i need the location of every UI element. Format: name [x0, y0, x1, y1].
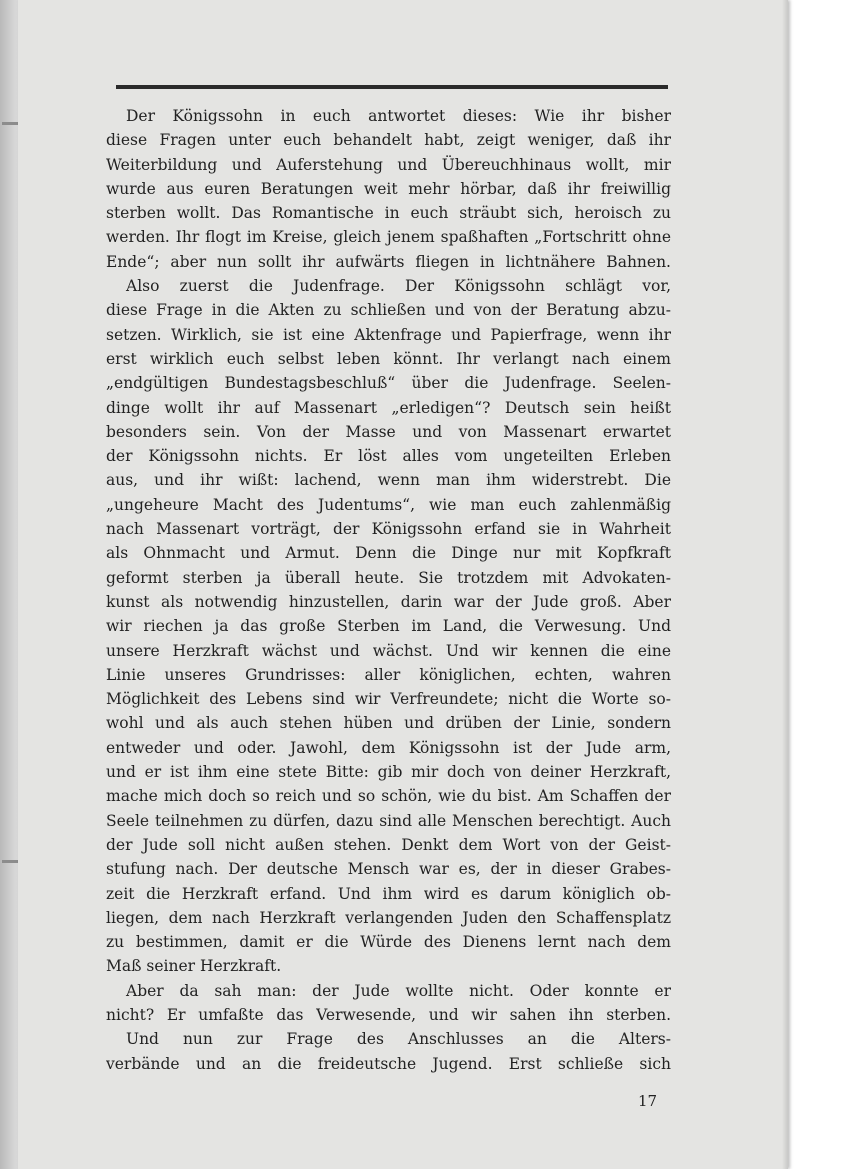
text-line: Möglichkeit des Lebens sind wir Verfreundete; nicht die Worte so- [106, 690, 671, 709]
text-line: dinge wollt ihr auf Massenart „erledigen“? Deutsch sein heißt [106, 398, 671, 417]
text-line: wurde aus euren Beratungen weit mehr hörbar, daß ihr freiwillig [106, 179, 671, 198]
text-line: kunst als notwendig hinzustellen, darin war der Jude groß. Aber [106, 592, 671, 611]
text-line: zu bestimmen, damit er die Würde des Dienens lernt nach dem [106, 933, 671, 952]
text-line: diese Frage in die Akten zu schließen und von der Beratung abzu- [106, 301, 671, 320]
text-line: Seele teilnehmen zu dürfen, dazu sind alle Menschen berechtigt. Auch [106, 811, 671, 830]
text-line: Aber da sah man: der Jude wollte nicht. Oder konnte er [126, 981, 671, 1000]
text-line: besonders sein. Von der Masse und von Massenart erwartet [106, 422, 671, 441]
text-line: geformt sterben ja überall heute. Sie trotzdem mit Advokaten- [106, 568, 671, 587]
top-rule [116, 85, 668, 89]
text-line: stufung nach. Der deutsche Mensch war es, der in dieser Grabes- [106, 860, 671, 879]
book-page [18, 0, 788, 1169]
text-line: Also zuerst die Judenfrage. Der Königssohn schlägt vor, [126, 277, 671, 296]
text-line: Linie unseres Grundrisses: aller königlichen, echten, wahren [106, 665, 671, 684]
text-line: verbände und an die freideutsche Jugend. Erst schließe sich [106, 1054, 671, 1073]
text-line: unsere Herzkraft wächst und wächst. Und wir kennen die eine [106, 641, 671, 660]
body-text [106, 104, 671, 1076]
text-line: diese Fragen unter euch behandelt habt, zeigt weniger, daß ihr [106, 131, 671, 150]
text-line: aus, und ihr wißt: lachend, wenn man ihm widerstrebt. Die [106, 471, 671, 490]
text-line: der Jude soll nicht außen stehen. Denkt dem Wort von der Geist- [106, 835, 671, 854]
text-line: setzen. Wirklich, sie ist eine Aktenfrage und Papierfrage, wenn ihr [106, 325, 671, 344]
text-line: Ende“; aber nun sollt ihr aufwärts fliegen in lichtnähere Bahnen. [106, 252, 671, 271]
text-line: werden. Ihr flogt im Kreise, gleich jenem spaßhaften „Fortschritt ohne [106, 228, 671, 247]
text-line: Weiterbildung und Auferstehung und Übereuchhinaus wollt, mir [106, 155, 671, 174]
text-line: „ungeheure Macht des Judentums“, wie man euch zahlenmäßig [106, 495, 671, 514]
text-line: nicht? Er umfaßte das Verwesende, und wir sahen ihn sterben. [106, 1005, 671, 1024]
text-line: wohl und als auch stehen hüben und drüben der Linie, sondern [106, 714, 671, 733]
text-line: Maß seiner Herzkraft. [106, 957, 282, 976]
page-number: 17 [638, 1092, 658, 1110]
text-line: „endgültigen Bundestagsbeschluß“ über die Judenfrage. Seelen- [106, 374, 671, 393]
text-line: zeit die Herzkraft erfand. Und ihm wird es darum königlich ob- [106, 884, 671, 903]
text-line: entweder und oder. Jawohl, dem Königssohn ist der Jude arm, [106, 738, 671, 757]
text-line: Der Königssohn in euch antwortet dieses: Wie ihr bisher [126, 107, 671, 125]
text-line: und er ist ihm eine stete Bitte: gib mir doch von deiner Herzkraft, [106, 763, 671, 782]
text-line: als Ohnmacht und Armut. Denn die Dinge nur mit Kopfkraft [106, 544, 671, 563]
text-line: liegen, dem nach Herzkraft verlangenden Juden den Schaffensplatz [106, 908, 671, 927]
text-line: erst wirklich euch selbst leben könnt. Ihr verlangt nach einem [106, 349, 671, 368]
text-line: mache mich doch so reich und so schön, wie du bist. Am Schaffen der [106, 787, 671, 806]
text-line: sterben wollt. Das Romantische in euch sträubt sich, heroisch zu [106, 204, 671, 223]
text-line: wir riechen ja das große Sterben im Land, die Verwesung. Und [106, 617, 671, 636]
text-line: nach Massenart vorträgt, der Königssohn erfand sie in Wahrheit [106, 520, 671, 539]
text-line: Und nun zur Frage des Anschlusses an die Alters- [126, 1030, 671, 1049]
text-line: der Königssohn nichts. Er löst alles vom ungeteilten Erleben [106, 447, 671, 466]
